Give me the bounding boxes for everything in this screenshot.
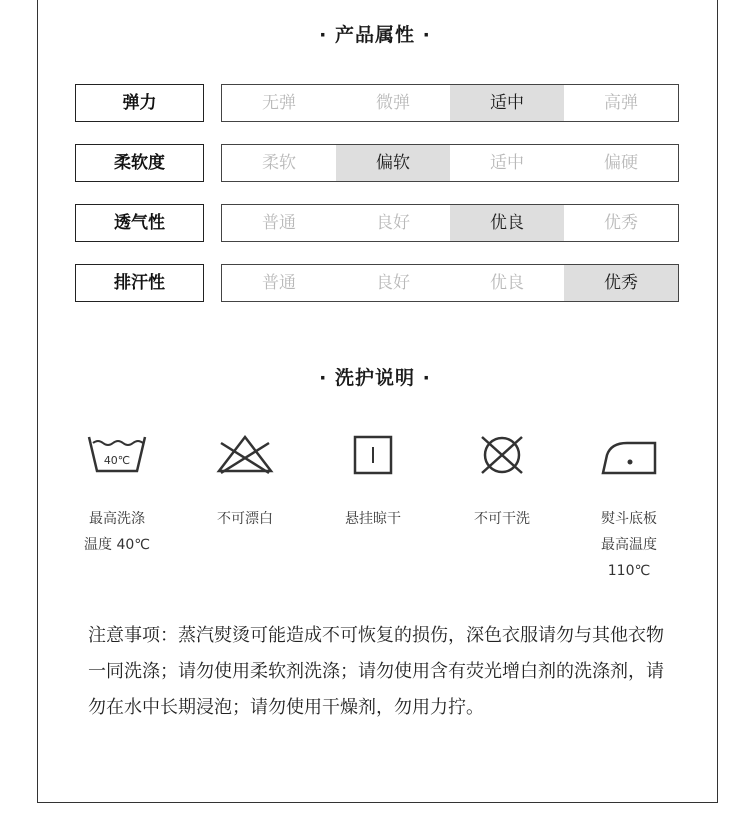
care-text	[442, 506, 562, 532]
attribute-option-selected: 适中	[450, 85, 564, 121]
attribute-label: 弹力	[75, 84, 204, 122]
care-line: 不可干洗	[474, 511, 530, 527]
care-line: 熨斗底板	[601, 511, 657, 527]
attribute-option: 偏硬	[604, 153, 638, 173]
care-line: 温度 40℃	[84, 537, 150, 553]
attribute-option: 普通	[262, 273, 296, 293]
attribute-option: 微弹	[376, 93, 410, 113]
attribute-label: 透气性	[75, 204, 204, 242]
attribute-option-selected: 优良	[450, 205, 564, 241]
attribute-row-softness	[75, 144, 679, 182]
wash-tub-icon	[57, 430, 177, 480]
attribute-label: 排汗性	[75, 264, 204, 302]
attributes-title: · 产品属性 ·	[319, 24, 431, 46]
attribute-option: 优秀	[604, 213, 638, 233]
attribute-option: 适中	[490, 153, 524, 173]
care-text	[185, 506, 305, 532]
care-line: 最高温度	[601, 537, 657, 553]
care-item-bleach	[185, 430, 305, 532]
care-text	[57, 506, 177, 558]
care-line: 110℃	[607, 563, 651, 579]
attribute-options	[221, 84, 679, 122]
care-line: 最高洗涤	[89, 511, 145, 527]
attribute-option: 无弹	[262, 93, 296, 113]
no-tumble-dry-icon	[442, 430, 562, 480]
care-text	[313, 506, 433, 532]
attribute-options	[221, 144, 679, 182]
no-bleach-icon	[185, 430, 305, 480]
care-line: 悬挂晾干	[345, 511, 401, 527]
care-item-wash	[57, 430, 177, 558]
attribute-option: 良好	[376, 273, 410, 293]
attribute-option: 普通	[262, 213, 296, 233]
attribute-option: 柔软	[262, 153, 296, 173]
hang-dry-icon	[313, 430, 433, 480]
attribute-option: 优良	[490, 273, 524, 293]
care-item-iron	[569, 430, 689, 584]
care-text	[569, 506, 689, 584]
attribute-label: 柔软度	[75, 144, 204, 182]
care-item-dryclean	[442, 430, 562, 532]
attribute-option-selected: 偏软	[336, 145, 450, 181]
attribute-row-breathability	[75, 204, 679, 242]
care-title: · 洗护说明 ·	[319, 367, 431, 389]
care-item-hang-dry	[313, 430, 433, 532]
attribute-row-sweat-wicking	[75, 264, 679, 302]
wash-temp-label: 40℃	[103, 454, 131, 467]
attribute-options	[221, 204, 679, 242]
attribute-option: 高弹	[604, 93, 638, 113]
attribute-option-selected: 优秀	[564, 265, 678, 301]
attribute-row-elasticity	[75, 84, 679, 122]
attribute-options	[221, 264, 679, 302]
iron-icon	[569, 430, 689, 480]
care-note: 注意事项：蒸汽熨烫可能造成不可恢复的损伤，深色衣服请勿与其他衣物一同洗涤；请勿使用柔软剂洗涤；请勿使用含有荧光增白剂的洗涤剂，请勿在水中长期浸泡；请勿使用干燥剂，勿用力拧。	[88, 625, 664, 718]
care-line: 不可漂白	[217, 511, 273, 527]
attribute-option: 良好	[376, 213, 410, 233]
